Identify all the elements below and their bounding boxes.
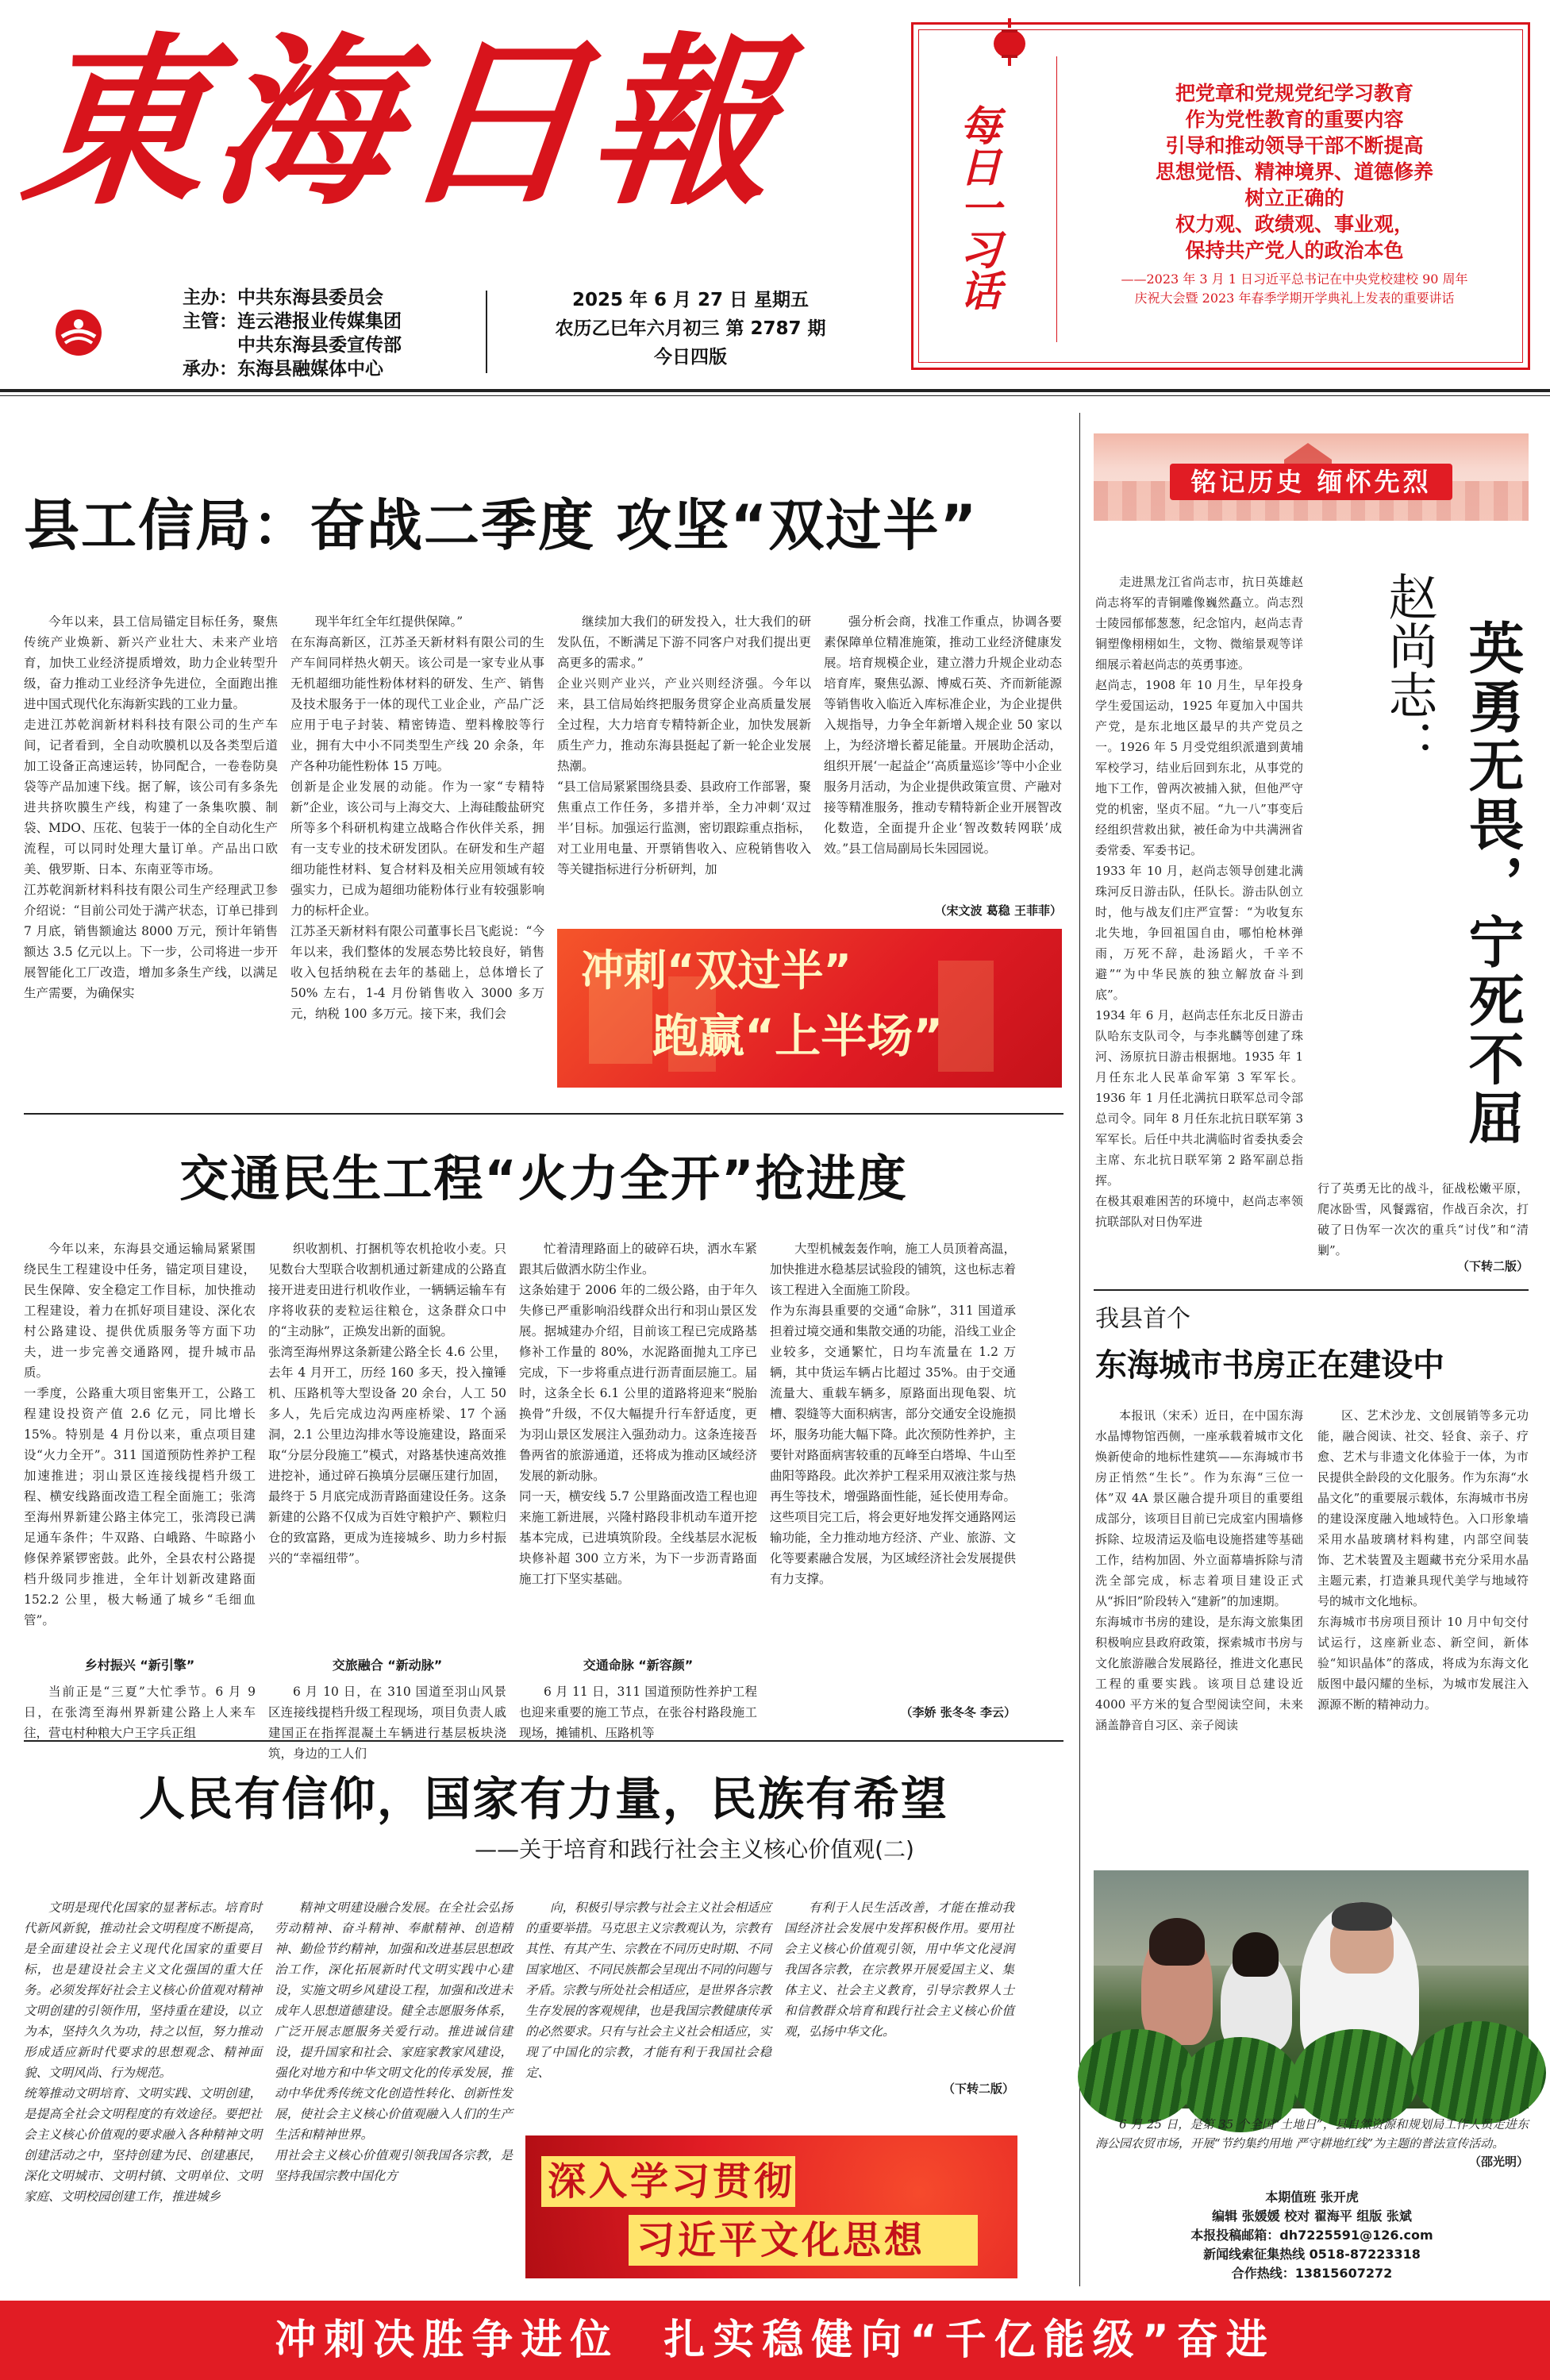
quote-line: 作为党性教育的重要内容 [1185, 108, 1404, 131]
article3-continued: （下转二版） [942, 2082, 1014, 2096]
article2-subhead: 交通命脉 “新容颜” [583, 1658, 694, 1673]
issue-date: 2025 年 6 月 27 日 星期五 [571, 290, 810, 310]
xi-banner-line: 习近平文化思想 [637, 2218, 926, 2263]
promo-line: 跑赢“上半场” [652, 1009, 944, 1063]
study-xi-banner [525, 2135, 1017, 2278]
daily-study-quote [1072, 80, 1517, 308]
issue-pages: 今日四版 [654, 347, 727, 368]
article2-col4-wrap [770, 1238, 1016, 1720]
issue-info [516, 286, 865, 372]
history-col2: 行了英勇无比的战斗，征战松嫩平原，爬冰卧雪，风餐露宿，作战百余次，打破了日伪军一次次的重兵“讨伐”和“清剿”。 [1317, 1181, 1529, 1257]
bookstore-headline: 东海城市书房正在建设中 [1095, 1347, 1444, 1384]
history-header-title: 铭记历史 缅怀先烈 [1190, 467, 1432, 497]
editorial-line: 合作热线：13815607272 [1231, 2266, 1393, 2281]
quote-line: 把党章和党规党纪学习教育 [1175, 82, 1413, 105]
article2-byline: （李娇 张冬冬 李云） [900, 1705, 1016, 1720]
article3-col4: 有利于人民生活改善，才能在推动我国经济社会发展中发挥积极作用。要用社会主义核心价值观引领，用中华文化浸润我国各宗教，在宗教界开展爱国主义、集体主义、社会主义教育，引导宗教界人士和信教群众培育和践行社会主义核心价值观，弘扬中华文化。 [784, 1901, 1014, 2039]
logo-icon [54, 308, 103, 357]
bookstore-col2: 区、艺术沙龙、文创展销等多元功能，融合阅读、社交、轻食、亲子、疗愈、艺术与非遗文化体验于一体，为市民提供全龄段的文化服务。作为东海“水晶文化”的重要展示载体，东海城市书房的建设深度融入地域特色。入口形象墙采用水晶玻璃材料构建，内部空间装饰、艺术装置及主题藏书充分采用水晶主题元素，打造兼具现代美学与地域符号的城市文化地标。 东海城市书房项目预计 10 月中旬交付试运行，这座新业态、新空间，新体验“知识晶体”的落成，将成为东海文化版图中最闪耀的坐标，为城市发展注入源源不断的精神动力。 [1317, 1408, 1529, 1712]
history-continued: （下转二版） [1456, 1259, 1529, 1273]
editorial-info [1095, 2188, 1529, 2283]
bookstore-col1: 本报讯（宋禾）近日，在中国东海水晶博物馆西侧，一座承载着城市文化焕新使命的地标性建筑——东海城市书房正悄然“生长”。作为东海“三位一体”双 4A 景区融合提升项目的重要组成部分，该项目目前已完成室内围墙修拆除、垃圾清运及临电设施搭建等基础工作，结构加固、外立面幕墙拆除与清洗全部完成，标志着项目建设正式从“拆旧”阶段转入“建新”的加速期。 东海城市书房的建设，是东海文旅集团积极响应县政府政策，探索城市书房与文化旅游融合发展路径，推进文化惠民工程的重要实践。该项目总建设近 4000 平方米的复合型阅读空间，未来涵盖静音自习区、亲子阅读 [1095, 1408, 1303, 1732]
article3-col3: 向，积极引导宗教与社会主义社会相适应的重要举措。马克思主义宗教观认为，宗教有其性、有其产生、宗教在不同历史时期、不同国家地区、不同民族都会呈现出不同的问题与矛盾。宗教与所处社会相适应，是世界各宗教生存发展的客观规律，也是我国宗教健康传承的必然要求。只有与社会主义社会相适应，实现了中国化的宗教，才能有利于我国社会稳定、 [525, 1901, 772, 2080]
article2-col1: 今年以来，东海县交通运输局紧紧围绕民生工程建设中任务，锚定项目建设，民生保障、安全稳定工作目标，加快推动工程建设，着力在抓好项目建设、深化农村公路建设、提供优质服务等方面下功夫，进一步完善交通路网，提升城市品质。 一季度，公路重大项目密集开工，公路工程建设投资产值 2.6 亿元，同比增长 15%。特别是 4 月份以来，重点项目建设“火力全开”。311 国道预防性养护工程加速推进；羽山景区连接线提档升级工程、横安线路面改造工程全面施工；张湾至海州界新建公路主体完工，张湾段已满足通车条件；牛双路、白峨路、牛晾路小修保养紧锣密鼓。此外，全县农村公路提档升级同步推进，全年计划新改建路面 152.2 公里，极大畅通了城乡“毛细血管”。 [24, 1242, 256, 1627]
quote-line: 保持共产党人的政治本色 [1185, 239, 1404, 262]
bottom-banner [0, 2301, 1550, 2380]
article2-col3b: 6 月 11 日，311 国道预防性养护工程也迎来重要的施工节点，在张谷村路段施工现场，摊铺机、压路机等 [519, 1685, 757, 1740]
history-title: 英勇无畏，宁死不屈 [1460, 619, 1525, 1148]
article2-col2: 织收割机、打捆机等农机抢收小麦。只见数台大型联合收割机通过新建成的公路直接开进麦田进行机收作业，一辆辆运输车有序将收获的麦粒运往粮仓，这条群众口中的“主动脉”，正焕发出新的面貌。 张湾至海州界这条新建公路全长 4.6 公里，去年 4 月开工，历经 160 多天，投入撞锤机、压路机等大型设备 20 余台，人工 50 多人，先后完成边沟两座桥梁、17 个涵洞，2.1 公里边沟排水等设施建设，路面采取“分层分段施工”模式，对路基快速高效推进挖补，通过碎石换填分层碾压建行加固，最终于 5 月底完成沥青路面建设任务。这条新建的公路不仅成为百姓守粮护产、颗粒归仓的致富路，更成为连接城乡、助力乡村振兴的“幸福纽带”。 [268, 1242, 506, 1565]
article2-col3-wrap [519, 1238, 757, 1743]
xi-banner-line: 深入学习贯彻 [548, 2159, 796, 2204]
quote-line: 权力观、政绩观、事业观， [1175, 213, 1413, 236]
article1-col4: 强分析会商，找准工作重点，协调各要素保障单位精准施策，推动工业经济健康发展。培育规模企业，建立潜力升规企业动态培育库，聚焦弘源、博威石英、齐而新能源等销售收入临近入库标准企业，为企业提供入规指导，力争全年新增入规企业 50 家以上，为经济增长蓄足能量。开展助企活动，组织开展‘一起益企’‘高质量巡诊’等中小企业服务月活动，为企业提供政策宣贯、产融对接等精准服务，推动专精特新企业开展智改化数造，全面提升企业‘智改数转网联’成效。”县工信局副局长朱园园说。 [824, 614, 1062, 856]
quote-source: ——2023 年 3 月 1 日习近平总书记在中央党校建校 90 周年 [1121, 272, 1468, 287]
article1-col1: 今年以来，县工信局锚定目标任务，聚焦传统产业焕新、新兴产业壮大、未来产业培育，加快工业经济提质增效，助力企业转型升级，奋力推动工业经济争先进位，全面跑出推进中国式现代化东海新实践的工业力量。 走进江苏乾润新材料科技有限公司的生产车间，记者看到，全自动吹膜机以及各类型后道加工设备正高速运转，协同配合，一卷卷防臭袋等产品加速下线。据了解，该公司有多条先进共挤吹膜生产线，构建了一条集吹膜、制袋、MDO、压花、包装于一体的全自动化生产流程，可以同时处理大量订单。产品出口欧美、俄罗斯、日本、东南亚等市场。 江苏乾润新材料科技有限公司生产经理武卫参介绍说：“目前公司处于满产状态，订单已排到 7 月底，销售额逾达 8000 万元，预计年销售额达 3.5 亿元以上。下一步，公司将进一步开展智能化工厂改造，增加多条生产线，以满足生产需要，为确保实 [24, 614, 279, 1000]
photo-credit: （邵光明） [1468, 2155, 1529, 2169]
article2-col1-wrap [24, 1238, 256, 1743]
article2-subhead: 交旅融合 “新动脉” [332, 1658, 443, 1673]
market-photo [1094, 1870, 1529, 2108]
article2-col2-wrap [268, 1238, 506, 1764]
quote-line: 引导和推动领导干部不断提高 [1165, 134, 1424, 157]
bottom-banner-text: 冲刺决胜争进位 扎实稳健向“千亿能级”奋进 [275, 2316, 1275, 2364]
article3-col2: 精神文明建设融合发展。在全社会弘扬劳动精神、奋斗精神、奉献精神、创造精神、勤俭节约精神，加强和改进基层思想政治工作，深化拓展新时代文明实践中心建设，实施文明乡风建设工程，加强和改进未成年人思想道德建设。健全志愿服务体系，广泛开展志愿服务关爱行动。推进诚信建设，提升国家和社会、家庭家教家风建设，强化对地方和中华文明文化的传承发展，推动中华优秀传统文化创造性转化、创新性发展，使社会主义核心价值观融入人们的生产生活和精神世界。 用社会主义核心价值观引领我国各宗教，是坚持我国宗教中国化方 [275, 1901, 513, 2183]
article2-col2b: 6 月 10 日，在 310 国道至羽山风景区连接线提档升级工程现场，项目负责人戚建国正在指挥混凝土车辆进行基层板块浇筑，身边的工人们 [268, 1685, 506, 1761]
article2-col3: 忙着清理路面上的破碎石块，洒水车紧跟其后做洒水防尘作业。 这条始建于 2006 年的二级公路，由于年久失修已严重影响沿线群众出行和羽山景区发展。据城建办介绍，目前该工程已完成路基修补工作量的 80%，水泥路面抛丸工序已完成，下一步将重点进行沥青面层施工。届时，这条全长 6.1 公里的道路将迎来“脱胎换骨”升级，不仅大幅提升行车舒适度，更为羽山景区发展注入强劲动力。这条连接吾鲁两省的旅游通道，还将成为推动区域经济发展的新动脉。 同一天，横安线 5.7 公里路面改造工程也迎来施工新进展，兴隆村路段非机动车道开挖基本完成，已进填筑阶段。全线基层水泥板块修补超 300 立方米，为下一步沥青路面施工打下坚实基础。 [519, 1242, 757, 1586]
editorial-line: 本期值班 张开虎 [1265, 2189, 1359, 2205]
article2-headline: 交通民生工程“火力全开”抢进度 [179, 1150, 908, 1207]
article1-byline: （宋文波 葛稳 王菲菲） [934, 903, 1062, 918]
history-col1: 走进黑龙江省尚志市，抗日英雄赵尚志将军的青铜雕像巍然矗立。尚志烈士陵园郁郁葱葱，纪念馆内，赵尚志青铜塑像栩栩如生，文物、微缩景观等详细展示着赵尚志的英勇事迹。 赵尚志，1908 年 10 月生，早年投身学生爱国运动，1925 年夏加入中国共产党，是东北地区最早的共产党员之一。1926 年 5 月受党组织派遣到黄埔军校学习，结业后回到东北，从事党的地下工作，曾两次被捕入狱，但他严守党的机密，坚贞不屈。“九一八”事变后经组织营救出狱，被任命为中共满洲省委常委、军委书记。 1933 年 10 月，赵尚志领导创建北满珠河反日游击队，任队长。游击队创立时，他与战友们庄严宣誓：“为收复东北失地，争回祖国自由，哪怕枪林弹雨，万死不辞，赴汤蹈火，千辛不避”“为中华民族的独立解放奋斗到底”。 1934 年 6 月，赵尚志任东北反日游击队哈东支队司令，与李兆麟等创建了珠河、汤原抗日游击根据地。1935 年 1 月任东北人民革命军第 3 军军长。1936 年 1 月任北满抗日联军总司令部总司令。同年 8 月任东北抗日联军第 3 军军长。后任中共北满临时省委执委会主席、东北抗日联军第 2 路军副总指挥。 在极其艰难困苦的环境中，赵尚志率领抗联部队对日伪军进 [1095, 575, 1303, 1229]
quote-line: 思想觉悟、精神境界、道德修养 [1155, 160, 1433, 183]
article3-col1: 文明是现代化国家的显著标志。培育时代新风新貌，推动社会文明程度不断提高，是全面建设社会主义现代化国家的重要目标，也是建设社会主义文化强国的重大任务。必须发挥好社会主义核心价值观对精神文明创建的引领作用，坚持重在建设，以立为本，坚持久久为功，持之以恒，努力推动形成适应新时代要求的思想观念、精神面貌、文明风尚、行为规范。 统筹推动文明培育、文明实践、文明创建，是提高全社会文明程度的有效途径。要把社会主义核心价值观的要求融入各种精神文明创建活动之中，坚持创建为民、创建惠民，深化文明城市、文明村镇、文明单位、文明家庭、文明校园创建工作，推进城乡 [24, 1901, 262, 2204]
publisher-line: 主管：连云港报业传媒集团 [183, 311, 402, 332]
quote-source: 庆祝大会暨 2023 年春季学期开学典礼上发表的重要讲话 [1134, 291, 1455, 306]
article2-subhead: 乡村振兴 “新引擎” [84, 1658, 195, 1673]
daily-study-label: 每日一习话 [952, 104, 1001, 310]
editorial-line: 本报投稿邮箱：dh7225591@126.com [1190, 2228, 1433, 2243]
article3-subtitle: ——关于培育和践行社会主义核心价值观(二) [475, 1836, 914, 1862]
publisher-line: 承办：东海县融媒体中心 [183, 359, 383, 379]
publisher-info [183, 286, 468, 381]
article1-col2: 现半年红全年红提供保障。” 在东海高新区，江苏圣天新材料有限公司的生产车间同样热火朝天。该公司是一家专业从事无机超细功能性粉体材料的研发、生产、销售及技术服务于一体的现代工业企业，产品广泛应用于电子封装、精密铸造、塑料橡胶等行业，拥有大中小不同类型生产线 20 余条，年产各种功能性粉体 15 万吨。 创新是企业发展的动能。作为一家“专精特新”企业，该公司与上海交大、上海硅酸盐研究所等多个科研机构建立战略合作伙伴关系，拥有一支专业的技术研发团队。在研发和生产超细功能性材料、复合材料及相关应用领域有较强实力，已成为超细功能粉体行业有较强影响力的标杆企业。 江苏圣天新材料有限公司董事长吕飞彪说：“今年以来，我们整体的发展态势比较良好，销售收入包括纳税在去年的基础上，总体增长了 50% 左右，1-4 月份销售收入 3000 多万元，纳税 100 多万元。接下来，我们会 [290, 614, 544, 1021]
promo-line: 冲刺“双过半” [581, 945, 852, 996]
publisher-line: 中共东海县委宣传部 [183, 335, 402, 356]
lantern-icon [990, 18, 1029, 66]
editorial-line: 编辑 张媛媛 校对 翟海平 组版 张斌 [1212, 2209, 1412, 2224]
double-half-promo [557, 929, 1062, 1088]
article3-headline: 人民有信仰，国家有力量，民族有希望 [138, 1772, 948, 1826]
quote-line: 树立正确的 [1244, 187, 1344, 210]
bookstore-kicker: 我县首个 [1095, 1305, 1190, 1333]
masthead-title: 東海日報 [13, 16, 793, 230]
history-header [1094, 433, 1529, 521]
article2-col1b: 当前正是“三夏”大忙季节。6 月 9 日，在张湾至海州界新建公路上人来车往，营屯村种粮大户王字兵正组 [24, 1685, 256, 1740]
publisher-line: 主办：中共东海县委员会 [183, 287, 383, 308]
history-name: 赵尚志： [1380, 572, 1438, 768]
editorial-line: 新闻线索征集热线 0518-87223318 [1203, 2247, 1421, 2262]
photo-caption: 6 月 25 日，是第 35 个全国“土地日”，县自然资源和规划局工作人员走进东海公园农贸市场，开展“节约集约用地 严守耕地红线”为主题的普法宣传活动。 [1095, 2117, 1529, 2151]
article1-col3: 继续加大我们的研发投入，壮大我们的研发队伍，不断满足下游不同客户对我们提出更高更多的需求。” 企业兴则产业兴，产业兴则经济强。今年以来，县工信局始终把服务贯穿企业高质量发展全过程，大力培育专精特新企业，加快发展新质生产力，推动东海县挺起了新一轮企业发展热潮。 “县工信局紧紧围绕县委、县政府工作部署，聚焦重点工作任务，多措并举，全力冲刺‘双过半’目标。加强运行监测，密切跟踪重点指标，对工业用电量、开票销售收入、应税销售收入等关键指标进行分析研判，加 [557, 614, 811, 876]
article1-headline: 县工信局：奋战二季度 攻坚“双过半” [24, 493, 979, 558]
daily-study-box [911, 22, 1530, 370]
article2-col4: 大型机械轰轰作响，施工人员顶着高温，加快推进水稳基层试验段的铺筑，这也标志着该工程进入全面施工阶段。 作为东海县重要的交通“命脉”，311 国道承担着过境交通和集散交通的功能，沿线工业企业较多，交通繁忙，日均车流量在 1.2 万辆，其中货运车辆占比超过 35%。由于交通流量大、重载车辆多，原路面出现龟裂、坑槽、裂缝等大面积病害，部分交通安全设施损坏，服务功能大幅下降。此次预防性养护，主要针对路面病害较重的瓦峰至白塔埠、牛山至曲阳等路段。此次养护工程采用双液注浆与热再生等技术，增强路面性能，延长使用寿命。 这些项目完工后，将会更好地发挥交通路网运输功能，全力推动地方经济、产业、旅游、文化等要素融合发展，为区域经济社会发展提供有力支撑。 [770, 1242, 1017, 1586]
issue-lunar: 农历乙巳年六月初三 第 2787 期 [555, 318, 826, 339]
masthead [0, 0, 1550, 381]
